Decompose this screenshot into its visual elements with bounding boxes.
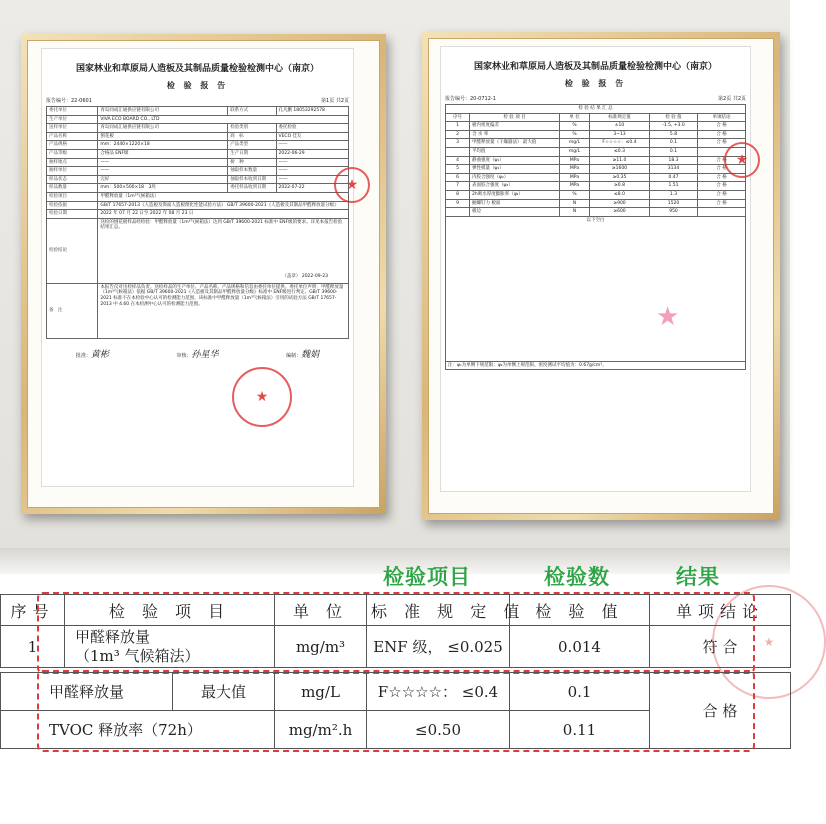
editor-label: 编制： bbox=[286, 352, 302, 359]
right-result-cell: 1.51 bbox=[650, 182, 698, 191]
zoom2-value-1: 0.1 bbox=[510, 673, 650, 711]
left-field-value: VECO 佳友 bbox=[276, 132, 349, 141]
blank-below-note: 以下空白 bbox=[586, 217, 605, 223]
left-field-label: 树 种 bbox=[228, 158, 276, 167]
right-result-cell: % bbox=[560, 122, 590, 131]
left-field-value: 孔凡鹏 18053292578 bbox=[276, 107, 349, 116]
right-pink-stamp-mark: ★ bbox=[656, 302, 680, 332]
zoom2-standard-2: ≤0.50 bbox=[367, 711, 510, 749]
right-result-cell: 合 格 bbox=[698, 139, 746, 148]
left-field-label: 委托单位 bbox=[47, 107, 98, 116]
left-field-label: 产品名称 bbox=[47, 132, 98, 141]
right-header-cell: 检 验 值 bbox=[650, 113, 698, 122]
left-field-label: 检验项目 bbox=[47, 192, 98, 201]
left-field-label: 抽取样本收到日期 bbox=[228, 175, 276, 184]
zoom2-formaldehyde-row bbox=[1, 673, 791, 711]
zoom1-item-cell bbox=[65, 626, 275, 668]
left-field-label: 产品等级 bbox=[47, 149, 98, 158]
zoom2-unit-1: mg/L bbox=[275, 673, 367, 711]
left-info-row bbox=[47, 132, 349, 141]
right-header-cell: 单项结论 bbox=[698, 113, 746, 122]
zoom2-sub-max: 最大值 bbox=[173, 673, 275, 711]
left-field-value: 合格品 ENF级 bbox=[98, 149, 228, 158]
left-conclusion-text: 送检的刨花板样品经检验：甲醛释放量（1m³气候箱法）达到 GB/T 39600-2021 标准中 ENF级的要求。详见本报告检验结果汇总。 bbox=[100, 219, 343, 231]
left-report-no: 报告编号：22-0601 bbox=[46, 98, 92, 104]
right-certificate-frame bbox=[422, 32, 780, 520]
summary-title: 检 验 结 果 汇 总 bbox=[446, 105, 746, 114]
zoom1-header-row bbox=[1, 595, 791, 626]
right-result-cell: 5 bbox=[446, 165, 470, 174]
right-doc-meta bbox=[441, 95, 750, 102]
left-info-row bbox=[47, 149, 349, 158]
right-report-paper bbox=[440, 46, 751, 492]
left-main-stamp: ★ bbox=[232, 367, 292, 427]
right-result-cell: ±10 bbox=[590, 122, 650, 131]
left-field-label: 样品数量 bbox=[47, 184, 98, 193]
right-result-row bbox=[446, 139, 746, 148]
left-info-row bbox=[47, 201, 349, 210]
zoom1-header-cell: 检 验 值 bbox=[510, 595, 650, 626]
right-result-cell: 2 bbox=[446, 130, 470, 139]
zoom2-item-formaldehyde: 甲醛释放量 bbox=[1, 673, 173, 711]
right-page-no: 第2页 共2页 bbox=[718, 96, 746, 102]
zoom2-unit-2: mg/m².h bbox=[275, 711, 367, 749]
right-result-cell: ≥11.0 bbox=[590, 156, 650, 165]
zoom1-item-line2: （1m³ 气候箱法） bbox=[75, 646, 200, 665]
right-result-row bbox=[446, 199, 746, 208]
right-result-row bbox=[446, 208, 746, 217]
left-field-label: 委托样品收到日期 bbox=[228, 184, 276, 193]
heading-test-value: 检验数 bbox=[544, 565, 610, 589]
right-result-cell: 6 bbox=[446, 173, 470, 182]
right-result-cell: ≥600 bbox=[590, 208, 650, 217]
right-result-cell: 0.1 bbox=[650, 139, 698, 148]
heading-test-item: 检验项目 bbox=[383, 565, 471, 589]
left-field-value: 刨花板 bbox=[98, 132, 228, 141]
left-field-value: 青岛同成汇通供应链有限公司 bbox=[98, 107, 228, 116]
right-result-cell: mg/L bbox=[560, 147, 590, 156]
right-result-cell bbox=[698, 208, 746, 217]
right-result-cell: 3134 bbox=[650, 165, 698, 174]
right-result-cell: 9 bbox=[446, 199, 470, 208]
left-field-value: —— bbox=[276, 167, 349, 176]
right-header-cell: 序号 bbox=[446, 113, 470, 122]
right-header-cell: 标准规定值 bbox=[590, 113, 650, 122]
left-info-row bbox=[47, 158, 349, 167]
left-info-row bbox=[47, 141, 349, 150]
right-result-cell: 表面胶合强度（ψ₂） bbox=[470, 182, 560, 191]
zoom2-standard-1: F☆☆☆☆： ≤0.4 bbox=[367, 673, 510, 711]
right-result-cell: 板边 bbox=[470, 208, 560, 217]
left-notes-text: 本报告仅对送检样品负责。送检样品的生产单位、产品名称、产品规格和信息由委托单位提供。委托单位声明：甲醛释放量（1m³气候箱法）依据 GB/T 39600-2021《人造板及其制品甲醛释放量分级》标准中 ENF级进行判定。GB/T 39600-2021 标准不在本检验中心认可的检测能力范围，该标准中甲醛释放量（1m³气候箱法）引用的试验方法 GB/T 17657-2013 中 4.60 在本检测中心认可的检测能力范围。 bbox=[98, 283, 349, 338]
left-info-row bbox=[47, 175, 349, 184]
left-info-row bbox=[47, 115, 349, 124]
left-stamp-date: （盖章） 2022-09-23 bbox=[282, 274, 328, 280]
left-field-value: 甲醛释放量（1m³气候箱法） bbox=[98, 192, 349, 201]
reviewer-label: 审核： bbox=[176, 352, 192, 359]
right-result-row bbox=[446, 156, 746, 165]
zoom1-header-cell: 单 位 bbox=[275, 595, 367, 626]
right-result-cell: F☆☆☆☆：≤0.4 bbox=[590, 139, 650, 148]
left-notes-label: 备 注 bbox=[47, 283, 98, 338]
right-results-table bbox=[445, 104, 746, 370]
zoom1-data-row bbox=[1, 626, 791, 668]
left-info-row bbox=[47, 210, 349, 219]
right-result-cell: ≤8.0 bbox=[590, 190, 650, 199]
right-result-cell: MPa bbox=[560, 156, 590, 165]
left-field-label: 商 标 bbox=[228, 132, 276, 141]
right-result-cell: 5.8 bbox=[650, 130, 698, 139]
left-info-table bbox=[46, 106, 349, 339]
right-result-cell: N bbox=[560, 208, 590, 217]
left-field-value: 完好 bbox=[98, 175, 228, 184]
right-result-cell: 合 格 bbox=[698, 173, 746, 182]
zoom-formaldehyde-climate-table bbox=[0, 594, 791, 668]
left-field-value: —— bbox=[276, 141, 349, 150]
right-result-cell: ≥900 bbox=[590, 199, 650, 208]
right-result-row bbox=[446, 182, 746, 191]
right-result-cell: 1 bbox=[446, 122, 470, 131]
right-result-cell: 合 格 bbox=[698, 156, 746, 165]
left-field-label: 抽样地点 bbox=[47, 158, 98, 167]
left-info-row bbox=[47, 167, 349, 176]
right-result-cell: 4 bbox=[446, 156, 470, 165]
right-result-cell: 0.1 bbox=[650, 147, 698, 156]
right-result-cell: N bbox=[560, 199, 590, 208]
right-result-cell: 合 格 bbox=[698, 199, 746, 208]
left-field-value: mm：500×500×18 3块 bbox=[98, 184, 228, 193]
left-certificate-frame bbox=[21, 34, 386, 514]
right-result-cell: 合 格 bbox=[698, 130, 746, 139]
right-result-cell: 板内密度偏差 bbox=[470, 122, 560, 131]
left-doc-title: 检 验 报 告 bbox=[166, 81, 229, 90]
right-result-cell: 合 格 bbox=[698, 165, 746, 174]
right-result-cell: 0.47 bbox=[650, 173, 698, 182]
zoom1-header-cell: 单项结论 bbox=[650, 595, 791, 626]
zoom1-header-cell: 检 验 项 目 bbox=[65, 595, 275, 626]
right-result-cell: 合 格 bbox=[698, 182, 746, 191]
left-field-value: mm：2440×1220×18 bbox=[98, 141, 228, 150]
left-field-label: 生产单位 bbox=[47, 115, 98, 124]
right-org-title: 国家林业和草原局人造板及其制品质量检验检测中心（南京） bbox=[473, 62, 717, 72]
right-result-cell: -1.5, +3.0 bbox=[650, 122, 698, 131]
left-field-value: —— bbox=[276, 175, 349, 184]
zoom1-standard: ENF 级， ≤0.025 bbox=[367, 626, 510, 668]
right-result-cell: 3~13 bbox=[590, 130, 650, 139]
right-result-cell: 3 bbox=[446, 139, 470, 148]
right-result-cell bbox=[446, 208, 470, 217]
right-result-row bbox=[446, 147, 746, 156]
right-result-cell: 2h吸水厚度膨胀率（ψ₂） bbox=[470, 190, 560, 199]
right-result-cell: 握螺钉力 板面 bbox=[470, 199, 560, 208]
right-result-cell: ≥0.8 bbox=[590, 182, 650, 191]
right-result-cell: ≤0.3 bbox=[590, 147, 650, 156]
left-field-value: 委托检验 bbox=[276, 124, 349, 133]
right-result-cell: 合 格 bbox=[698, 190, 746, 199]
right-result-cell: 8 bbox=[446, 190, 470, 199]
left-info-row bbox=[47, 184, 349, 193]
right-result-cell: ≥1600 bbox=[590, 165, 650, 174]
left-field-label: 抽取样本数量 bbox=[228, 167, 276, 176]
zoom-formaldehyde-tvoc-table bbox=[0, 672, 791, 749]
right-result-cell: 内胶合强度（ψ₂） bbox=[470, 173, 560, 182]
left-field-value: 2022 年 07 月 22 日至 2022 年 08 月 23 日 bbox=[98, 210, 349, 219]
right-result-cell: 7 bbox=[446, 182, 470, 191]
right-result-cell: 1520 bbox=[650, 199, 698, 208]
left-field-label: 检验依据 bbox=[47, 201, 98, 210]
left-field-value: —— bbox=[276, 158, 349, 167]
left-report-paper bbox=[41, 48, 359, 487]
right-doc-title: 检 验 报 告 bbox=[564, 79, 627, 88]
right-result-row bbox=[446, 165, 746, 174]
right-result-cell: MPa bbox=[560, 165, 590, 174]
left-field-label: 样品状态 bbox=[47, 175, 98, 184]
right-result-cell: MPa bbox=[560, 173, 590, 182]
left-org-title: 国家林业和草原局人造板及其制品质量检验检测中心（南京） bbox=[75, 64, 319, 74]
left-field-value: 2022-07-22 bbox=[276, 184, 349, 193]
heading-result: 结果 bbox=[676, 565, 720, 589]
left-conclusion-row bbox=[47, 218, 349, 283]
right-result-cell: 合 格 bbox=[698, 122, 746, 131]
left-field-label: 产品类型 bbox=[228, 141, 276, 150]
right-result-cell: 18.3 bbox=[650, 156, 698, 165]
approver-label: 批准： bbox=[75, 352, 91, 359]
editor-signature: 魏娟 bbox=[301, 349, 320, 360]
zoom1-header-cell: 序号 bbox=[1, 595, 65, 626]
right-footnote: 注：ψ₁为单侧下规范限；ψ₂为单侧上规范限。密度测试平均值为：0.67g/cm³。 bbox=[446, 361, 746, 370]
right-result-cell: % bbox=[560, 130, 590, 139]
left-field-value: VIVA ECO BOARD CO., LTD bbox=[98, 115, 349, 124]
right-result-cell: 弹性模量（ψ₁） bbox=[470, 165, 560, 174]
left-field-label: 产品规格 bbox=[47, 141, 98, 150]
approver-signature: 黄彬 bbox=[90, 349, 109, 360]
right-result-row bbox=[446, 173, 746, 182]
right-result-row bbox=[446, 122, 746, 131]
right-result-cell: 甲醛释放量（干燥器法） 最大值 bbox=[470, 139, 560, 148]
left-doc-meta bbox=[42, 97, 353, 104]
right-result-cell bbox=[446, 147, 470, 156]
left-field-label: 联系方式 bbox=[228, 107, 276, 116]
left-field-value: —— bbox=[98, 158, 228, 167]
left-field-value: 青岛同成汇通供应链有限公司 bbox=[98, 124, 228, 133]
left-field-label: 检验类别 bbox=[228, 124, 276, 133]
zoom1-row-no: 1 bbox=[1, 626, 65, 668]
right-result-cell: % bbox=[560, 190, 590, 199]
left-conclusion-label: 检验结论 bbox=[47, 218, 98, 283]
left-field-value: 2022-06-29 bbox=[276, 149, 349, 158]
left-field-value: —— bbox=[98, 167, 228, 176]
right-header-cell: 检 验 项 目 bbox=[470, 113, 560, 122]
zoom1-value: 0.014 bbox=[510, 626, 650, 668]
left-page-no: 第1页 共2页 bbox=[321, 98, 349, 104]
right-result-cell: 静曲强度（ψ₁） bbox=[470, 156, 560, 165]
left-field-value: GB/T 17657-2013《人造板及饰面人造板理化性能试验方法》 GB/T 39600-2021《人造板及其制品甲醛释放量分级》 bbox=[98, 201, 349, 210]
left-info-row bbox=[47, 192, 349, 201]
left-top-stamp: ★ bbox=[334, 167, 370, 203]
left-info-row bbox=[47, 124, 349, 133]
zoom2-result: 合 格 bbox=[650, 673, 791, 749]
zoom1-item-line1: 甲醛释放量 bbox=[75, 627, 151, 646]
reviewer-signature: 孙星华 bbox=[191, 349, 219, 360]
right-result-cell: MPa bbox=[560, 182, 590, 191]
right-result-row bbox=[446, 130, 746, 139]
zoom2-item-tvoc: TVOC 释放率（72h） bbox=[1, 711, 275, 749]
left-field-label: 抽样单位 bbox=[47, 167, 98, 176]
left-signatures bbox=[42, 347, 353, 360]
zoom1-result: 符 合 bbox=[650, 626, 791, 668]
right-result-cell: ≥0.35 bbox=[590, 173, 650, 182]
left-notes-row bbox=[47, 283, 349, 338]
right-top-stamp: ★ bbox=[724, 142, 760, 178]
right-table-header bbox=[446, 113, 746, 122]
left-field-label: 送样单位 bbox=[47, 124, 98, 133]
right-result-cell: 950 bbox=[650, 208, 698, 217]
right-result-cell: 1.3 bbox=[650, 190, 698, 199]
left-field-label: 检验日期 bbox=[47, 210, 98, 219]
right-report-no: 报告编号：20-0712-1 bbox=[445, 96, 496, 102]
zoom-background-stamp: ★ bbox=[712, 585, 826, 699]
zoom1-header-cell: 标 准 规 定 值 bbox=[367, 595, 510, 626]
left-info-row bbox=[47, 107, 349, 116]
zoom2-value-2: 0.11 bbox=[510, 711, 650, 749]
right-result-cell: 平均值 bbox=[470, 147, 560, 156]
right-result-cell: mg/L bbox=[560, 139, 590, 148]
right-result-cell: 含 水 率 bbox=[470, 130, 560, 139]
right-result-row bbox=[446, 190, 746, 199]
zoom1-unit: mg/m³ bbox=[275, 626, 367, 668]
left-field-label: 生产日期 bbox=[228, 149, 276, 158]
right-header-cell: 单 位 bbox=[560, 113, 590, 122]
